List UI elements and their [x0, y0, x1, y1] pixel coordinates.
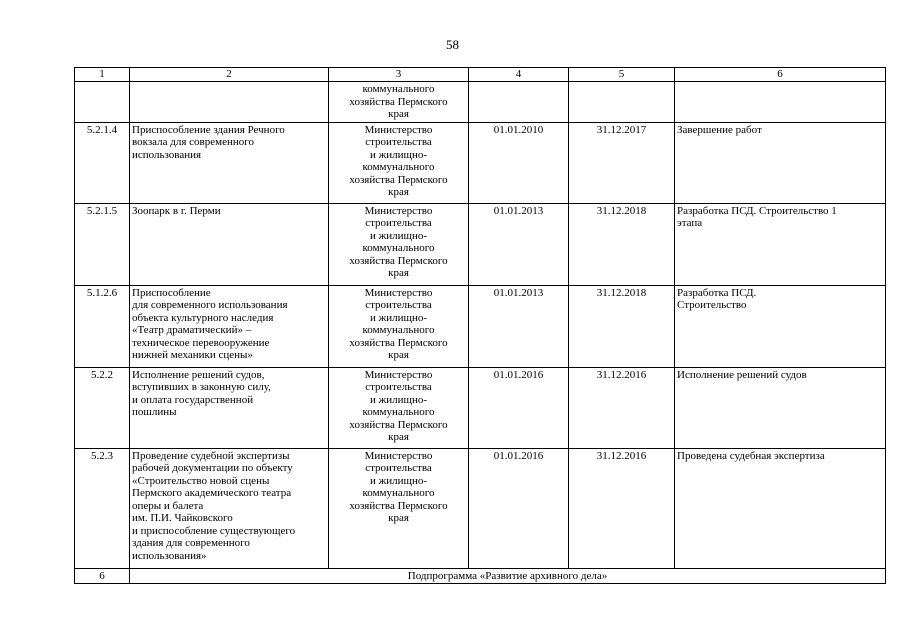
row-start-date: 01.01.2016 — [469, 367, 569, 448]
row-result: Разработка ПСД. Строительство — [675, 285, 886, 367]
table-row — [75, 285, 886, 367]
row-result: Завершение работ — [675, 122, 886, 203]
row-executor: коммунального хозяйства Пермского края — [329, 82, 469, 123]
row-code: 5.2.3 — [75, 448, 130, 568]
row-name: Приспособление для современного использования объекта культурного наследия «Театр драматический» – техническое перевооружение нижней механики сцены» — [130, 285, 329, 367]
row-end-date: 31.12.2017 — [569, 122, 675, 203]
row-end-date: 31.12.2018 — [569, 203, 675, 285]
row-result: Исполнение решений судов — [675, 367, 886, 448]
row-start-date: 01.01.2016 — [469, 448, 569, 568]
row-code: 5.1.2.6 — [75, 285, 130, 367]
row-executor: Министерство строительства и жилищно- коммунального хозяйства Пермского края — [329, 367, 469, 448]
row-end-date: 31.12.2016 — [569, 448, 675, 568]
row-code: 5.2.1.4 — [75, 122, 130, 203]
column-header: 2 — [130, 68, 329, 82]
column-header: 5 — [569, 68, 675, 82]
row-start-date: 01.01.2013 — [469, 285, 569, 367]
row-end-date — [569, 82, 675, 123]
row-result: Разработка ПСД. Строительство 1 этапа — [675, 203, 886, 285]
row-executor: Министерство строительства и жилищно- коммунального хозяйства Пермского края — [329, 203, 469, 285]
row-executor: Министерство строительства и жилищно- коммунального хозяйства Пермского края — [329, 448, 469, 568]
row-code — [75, 82, 130, 123]
subprogram-title: Подпрограмма «Развитие архивного дела» — [130, 568, 886, 584]
table-header-row — [75, 68, 886, 82]
row-start-date: 01.01.2010 — [469, 122, 569, 203]
row-name: Зоопарк в г. Перми — [130, 203, 329, 285]
row-executor: Министерство строительства и жилищно- коммунального хозяйства Пермского края — [329, 122, 469, 203]
table-row — [75, 448, 886, 568]
column-header: 1 — [75, 68, 130, 82]
row-name: Проведение судебной экспертизы рабочей документации по объекту «Строительство новой сцены Пермского академического театра оперы и балета им. П.И. Чайковского и приспособление существующего здания для современного использования» — [130, 448, 329, 568]
subprogram-row — [75, 568, 886, 584]
row-result: Проведена судебная экспертиза — [675, 448, 886, 568]
program-table — [74, 67, 886, 584]
table-row — [75, 367, 886, 448]
row-code: 5.2.2 — [75, 367, 130, 448]
column-header: 3 — [329, 68, 469, 82]
row-start-date: 01.01.2013 — [469, 203, 569, 285]
row-end-date: 31.12.2018 — [569, 285, 675, 367]
row-start-date — [469, 82, 569, 123]
table-row — [75, 82, 886, 123]
table-row — [75, 203, 886, 285]
page-number: 58 — [446, 37, 459, 52]
row-name: Приспособление здания Речного вокзала для современного использования — [130, 122, 329, 203]
table-row — [75, 122, 886, 203]
row-end-date: 31.12.2016 — [569, 367, 675, 448]
subprogram-code: 6 — [75, 568, 130, 584]
column-header: 6 — [675, 68, 886, 82]
row-name — [130, 82, 329, 123]
row-executor: Министерство строительства и жилищно- коммунального хозяйства Пермского края — [329, 285, 469, 367]
row-result — [675, 82, 886, 123]
column-header: 4 — [469, 68, 569, 82]
row-name: Исполнение решений судов, вступивших в законную силу, и оплата государственной пошлины — [130, 367, 329, 448]
row-code: 5.2.1.5 — [75, 203, 130, 285]
